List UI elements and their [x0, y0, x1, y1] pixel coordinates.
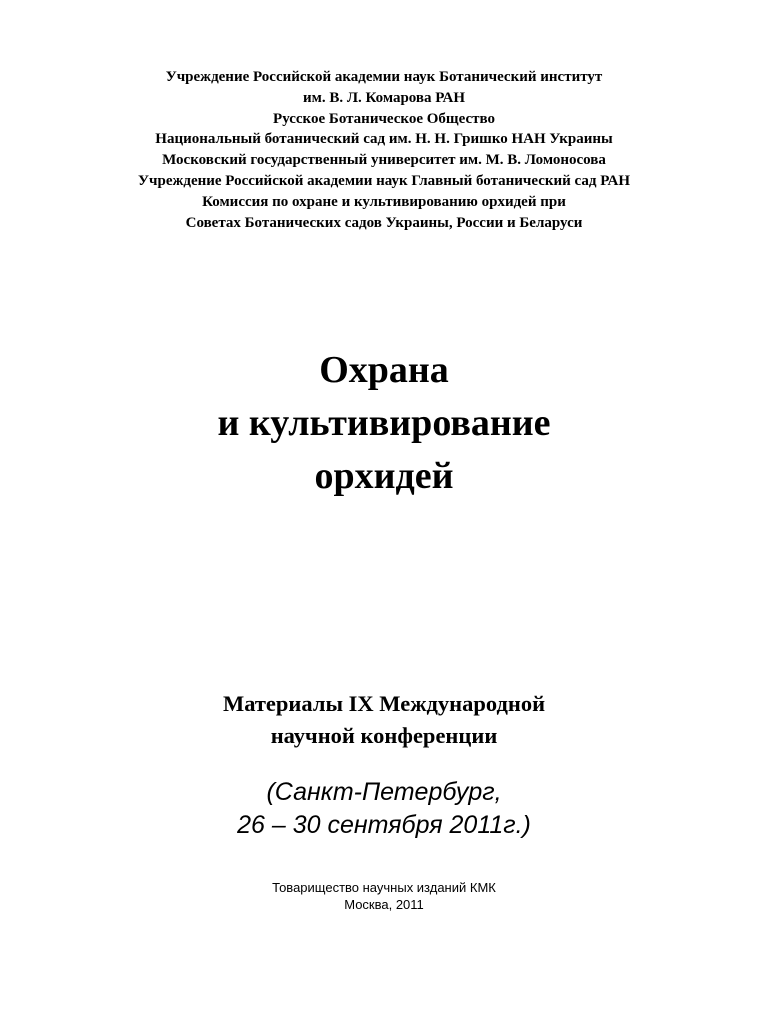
institution-line: Советах Ботанических садов Украины, России и Беларуси	[185, 214, 583, 231]
subtitle-line-1: Материалы IX Международной	[222, 691, 546, 716]
publisher-name: Товарищество научных изданий КМК	[272, 880, 496, 895]
institution-line: Русское Ботаническое Общество	[273, 110, 495, 127]
institution-line: им. В. Л. Комарова РАН	[302, 89, 466, 106]
institution-line: Учреждение Российской академии наук Ботанический институт	[165, 69, 603, 85]
title-line-1: Охрана	[319, 349, 449, 391]
title-line-2: и культивирование	[217, 402, 551, 444]
location-line: (Санкт-Петербург,	[266, 778, 502, 806]
subtitle-line-2: научной конференции	[270, 723, 498, 748]
document-subtitle	[0, 688, 768, 752]
document-title	[0, 344, 768, 503]
institutions-header	[0, 67, 768, 233]
institution-line: Национальный ботанический сад им. Н. Н. Гришко НАН Украины	[155, 131, 613, 148]
title-line-3: орхидей	[314, 455, 454, 497]
publisher-city-year: Москва, 2011	[344, 897, 424, 912]
institution-line: Учреждение Российской академии наук Главный ботанический сад РАН	[138, 172, 630, 189]
institution-line: Комиссия по охране и культивированию орхидей при	[202, 193, 566, 210]
publisher-info	[0, 879, 768, 913]
conference-location-dates	[0, 776, 768, 842]
dates-line: 26 – 30 сентября 2011г.)	[237, 811, 531, 839]
institution-line: Московский государственный университет им. М. В. Ломоносова	[162, 152, 606, 169]
